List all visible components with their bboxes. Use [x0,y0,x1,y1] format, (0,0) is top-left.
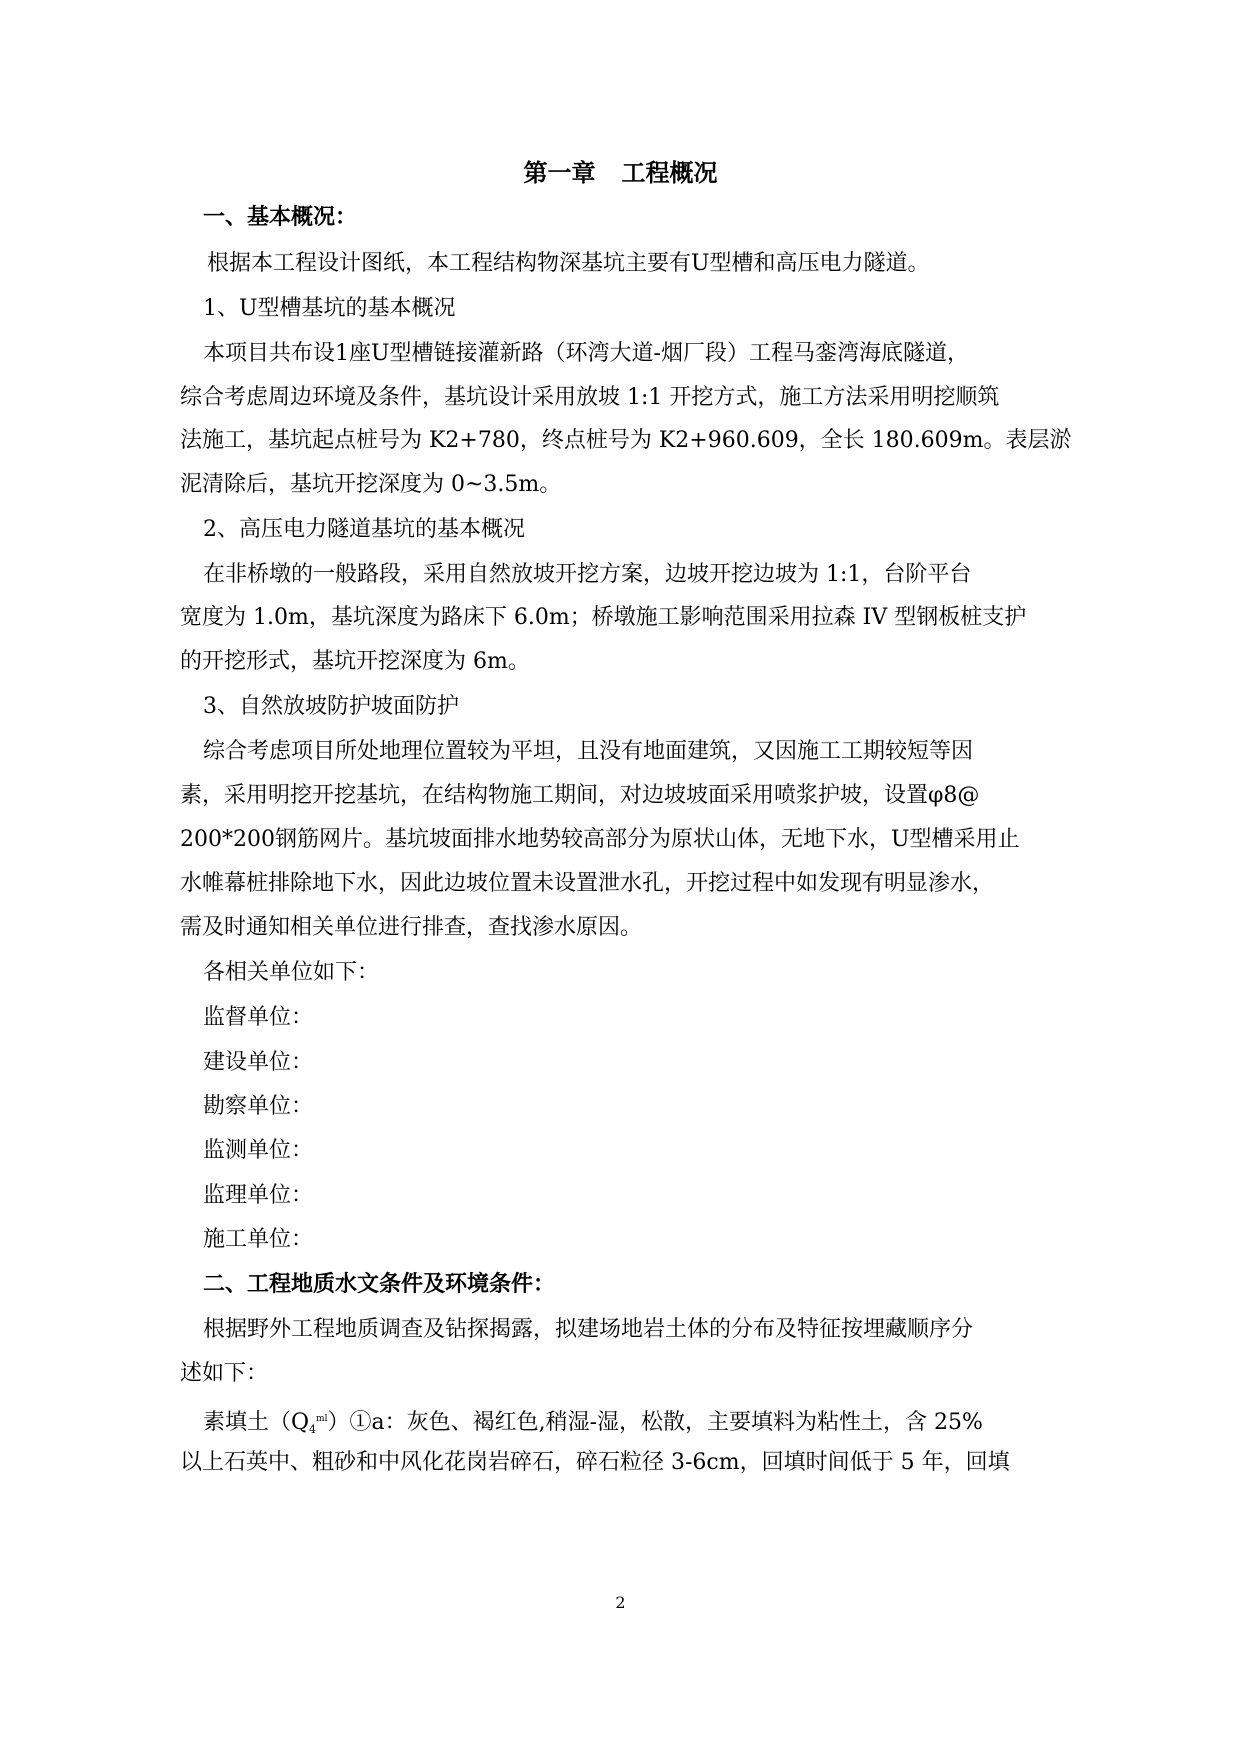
section1-intro: 根据本工程设计图纸，本工程结构物深基坑主要有U型槽和高压电力隧道。 [207,251,930,276]
sub3-line-3: 200*200钢筋网片。基坑坡面排水地势较高部分为原状山体，无地下水，U型槽采用止 [180,827,1020,852]
unit-monitoring: 监测单位： [203,1138,314,1163]
unit-contractor: 施工单位： [203,1227,314,1252]
soil-superscript: ml [316,1414,328,1424]
sub1-line-2: 综合考虑周边环境及条件，基坑设计采用放坡 1:1 开挖方式，施工方法采用明挖顺筑 [180,385,1000,410]
section2-line-1: 根据野外工程地质调查及钻探揭露，拟建场地岩土体的分布及特征按埋藏顺序分 [203,1317,974,1342]
section2-line-2: 述如下： [180,1361,269,1386]
sub1-line-1: 本项目共布设1座U型槽链接灌新路（环湾大道-烟厂段）工程马銮湾海底隧道， [203,341,969,366]
units-intro: 各相关单位如下： [203,960,380,985]
sub2-line-2: 宽度为 1.0m，基坑深度为路床下 6.0m；桥墩施工影响范围采用拉森 IV 型钢板桩支护 [180,605,1027,630]
sub1-heading: 1、U型槽基坑的基本概况 [203,296,456,321]
soil-prefix: 素填土（Q [203,1410,310,1435]
page-number: 2 [615,1593,626,1612]
sub2-line-3: 的开挖形式，基坑开挖深度为 6m。 [180,649,530,674]
section1-heading: 一、基本概况： [203,205,358,230]
chapter-name: 工程概况 [621,159,718,187]
soil-subscript: 4 [309,1423,317,1436]
sub2-heading: 2、高压电力隧道基坑的基本概况 [203,517,525,542]
sub1-line-3: 法施工，基坑起点桩号为 K2+780，终点桩号为 K2+960.609，全长 180.609m。表层淤 [180,428,1072,453]
unit-construction-owner: 建设单位： [203,1050,314,1075]
unit-survey: 勘察单位： [203,1094,314,1119]
sub3-heading: 3、自然放坡防护坡面防护 [203,694,459,719]
sub3-line-4: 水帷幕桩排除地下水，因此边坡位置未设置泄水孔，开挖过程中如发现有明显渗水， [180,871,995,896]
section2-heading: 二、工程地质水文条件及环境条件： [203,1272,556,1297]
unit-supervisor: 监理单位： [203,1183,314,1208]
chapter-title [0,158,1241,188]
unit-supervision: 监督单位： [203,1005,314,1030]
sub3-line-5: 需及时通知相关单位进行排查，查找渗水原因。 [180,915,643,940]
sub3-line-2: 素，采用明挖开挖基坑，在结构物施工期间，对边坡坡面采用喷浆护坡，设置φ8@ [180,783,980,808]
soil-line-1 [203,1404,983,1445]
soil-line-2: 以上石英中、粗砂和中风化花岗岩碎石，碎石粒径 3-6cm，回填时间低于 5 年，回填 [180,1450,1010,1475]
sub2-line-1: 在非桥墩的一般路段，采用自然放坡开挖方案，边坡开挖边坡为 1:1，台阶平台 [203,562,972,587]
sub3-line-1: 综合考虑项目所处地理位置较为平坦，且没有地面建筑，又因施工工期较短等因 [203,739,974,764]
soil-rest: ）①a：灰色、褐红色,稍湿-湿，松散，主要填料为粘性土，含 25% [327,1410,983,1435]
chapter-number: 第一章 [523,159,596,187]
sub1-line-4: 泥清除后，基坑开挖深度为 0~3.5m。 [180,472,562,497]
